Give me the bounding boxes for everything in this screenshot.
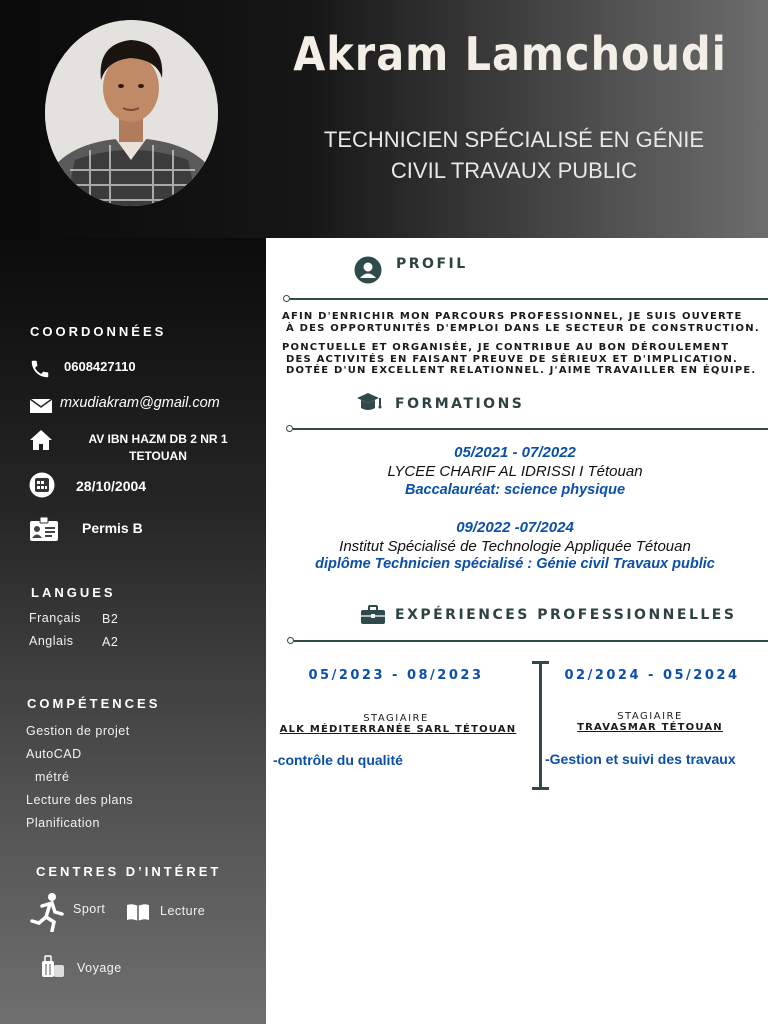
driving-license: Permis B xyxy=(82,520,143,536)
timeline-cap xyxy=(532,661,549,664)
experience-company: TRAVASMAR TÉTOUAN xyxy=(577,722,723,733)
language-level: A2 xyxy=(102,635,119,649)
formation-school: LYCEE CHARIF AL IDRISSI I Tétouan xyxy=(387,463,643,480)
job-title-line2: CIVIL TRAVAUX PUBLIC xyxy=(390,158,638,183)
birth-date: 28/10/2004 xyxy=(76,478,147,494)
profile-line: AFIN D'ENRICHIR MON PARCOURS PROFESSIONNEL, JE SUIS OUVERTE xyxy=(282,311,743,322)
phone-icon xyxy=(29,358,51,380)
language-name: Anglais xyxy=(29,634,74,648)
calendar-icon xyxy=(29,472,55,498)
skill-item: Planification xyxy=(26,816,100,830)
profile-photo xyxy=(45,20,218,206)
timeline-divider xyxy=(539,661,542,789)
experience-rule xyxy=(294,640,768,642)
experience-heading: EXPÉRIENCES PROFESSIONNELLES xyxy=(395,607,737,623)
languages-heading: LANGUES xyxy=(31,585,116,600)
profile-line: DOTÉE D'UN EXCELLENT RELATIONNEL. J'AIME TRAVAILLER EN ÉQUIPE. xyxy=(286,365,757,376)
language-level: B2 xyxy=(102,612,119,626)
formation-dates: 05/2021 - 07/2022 xyxy=(454,444,576,461)
address-line1: AV IBN HAZM DB 2 NR 1 xyxy=(88,432,228,446)
experience-role: STAGIAIRE xyxy=(363,713,429,724)
skill-item: métré xyxy=(35,770,70,784)
skill-item: AutoCAD xyxy=(26,747,82,761)
interests-heading: CENTRES D’INTÉRET xyxy=(36,864,222,879)
formation-school: Institut Spécialisé de Technologie Appliquée Tétouan xyxy=(339,538,691,555)
interest-travel: Voyage xyxy=(77,961,122,975)
skill-item: Lecture des plans xyxy=(26,793,134,807)
profile-line: DES ACTIVITÉS EN FAISANT PREUVE DE SÉRIEUX ET D'IMPLICATION. xyxy=(286,353,739,365)
contact-heading: COORDONNÉES xyxy=(30,324,167,339)
interest-reading: Lecture xyxy=(160,904,206,918)
email-address: mxudiakram@gmail.com xyxy=(60,395,220,411)
home-icon xyxy=(29,429,53,451)
experience-dates: 02/2024 - 05/2024 xyxy=(564,668,740,683)
formation-dates: 09/2022 -07/2024 xyxy=(456,519,574,536)
briefcase-icon xyxy=(360,605,386,625)
runner-icon xyxy=(30,892,66,932)
mail-icon xyxy=(29,396,53,416)
rule-dot xyxy=(287,637,294,644)
formation-degree: Baccalauréat: science physique xyxy=(404,482,626,498)
interest-sport: Sport xyxy=(73,902,106,916)
experience-dates: 05/2023 - 08/2023 xyxy=(308,668,484,683)
id-card-icon xyxy=(29,516,59,542)
profile-text xyxy=(282,311,768,377)
address-line2: TETOUAN xyxy=(129,449,187,463)
job-title-line1: TECHNICIEN SPÉCIALISÉ EN GÉNIE xyxy=(323,127,705,152)
profile-line: À DES OPPORTUNITÉS D'EMPLOI DANS LE SECTEUR DE CONSTRUCTION. xyxy=(286,322,760,334)
experience-role: STAGIAIRE xyxy=(617,711,683,722)
skills-heading: COMPÉTENCES xyxy=(27,696,161,711)
rule-dot xyxy=(283,295,290,302)
person-icon xyxy=(354,256,382,284)
person-name: Akram Lamchoudi xyxy=(293,27,727,81)
phone-number: 0608427110 xyxy=(64,359,136,374)
job-title xyxy=(300,124,728,186)
experience-task: -contrôle du qualité xyxy=(273,752,403,768)
experience-company: ALK MÉDITERRANÉE SARL TÉTOUAN xyxy=(279,724,517,735)
formations-rule xyxy=(293,428,768,430)
language-name: Français xyxy=(29,611,81,625)
luggage-icon xyxy=(40,954,66,978)
profile-heading: PROFIL xyxy=(396,256,468,272)
formations-heading: FORMATIONS xyxy=(395,396,525,412)
profile-line: PONCTUELLE ET ORGANISÉE, JE CONTRIBUE AU BON DÉROULEMENT xyxy=(282,342,730,353)
book-icon xyxy=(126,902,150,922)
formation-degree: diplôme Technicien spécialisé : Génie civil Travaux public xyxy=(315,556,715,572)
address xyxy=(52,431,264,465)
profile-rule xyxy=(290,298,768,300)
skill-item: Gestion de projet xyxy=(26,724,130,738)
portrait-image xyxy=(45,20,218,206)
rule-dot xyxy=(286,425,293,432)
graduation-cap-icon xyxy=(355,391,383,413)
experience-task: -Gestion et suivi des travaux xyxy=(545,751,736,767)
timeline-cap xyxy=(532,787,549,790)
